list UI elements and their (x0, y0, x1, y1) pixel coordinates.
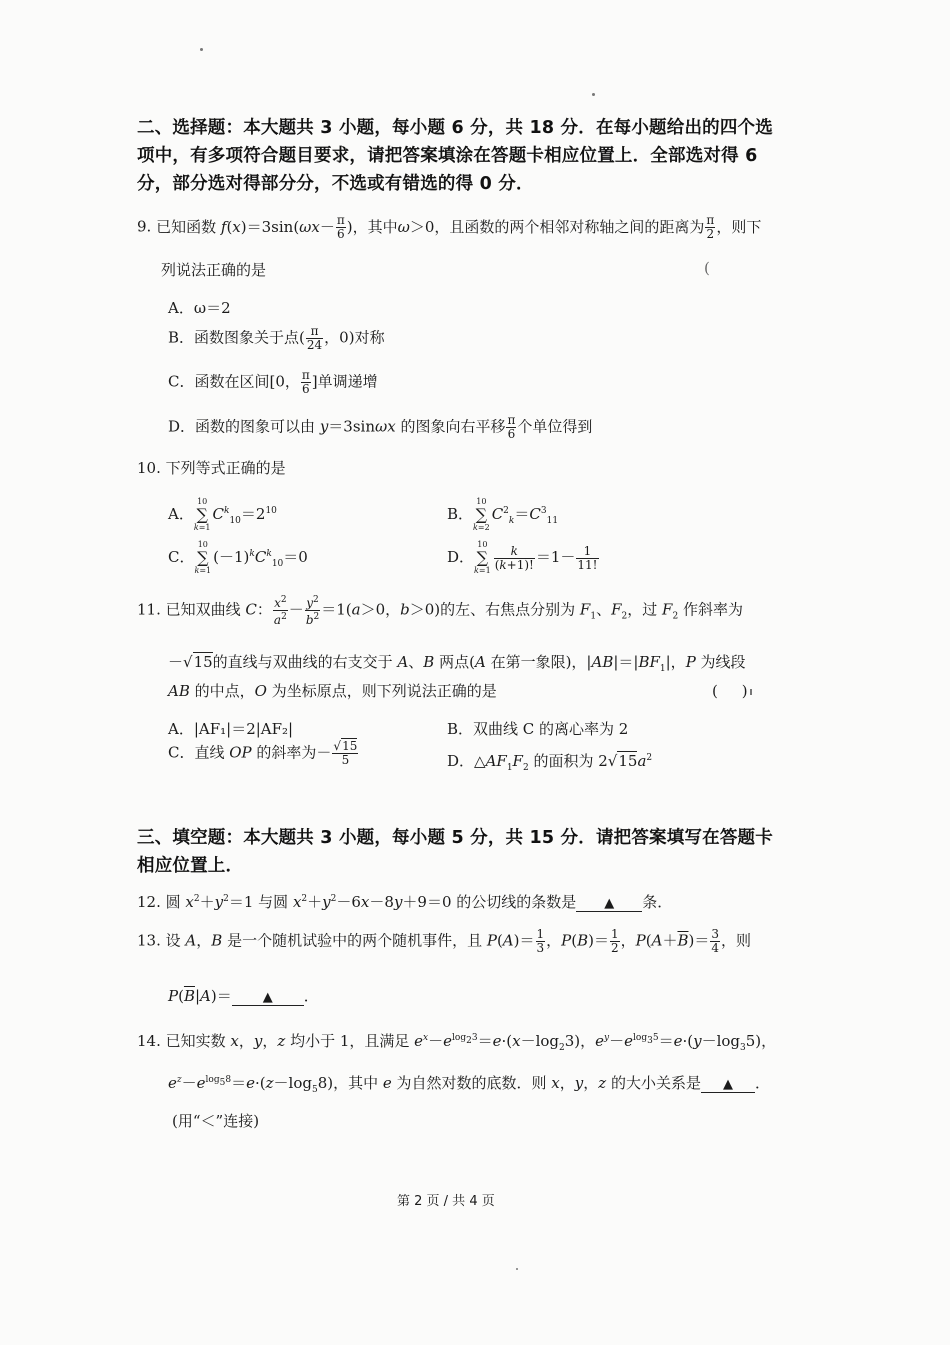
q11-option-a: A．|AF₁|＝2|AF₂| (168, 720, 294, 738)
question-13-cont: $P(\overline{B}|A)=$ ▲ ． (168, 987, 319, 1005)
question-14-cont: $e^z-e^{log_58}=e\cdot(z-\log_58)$，其中 e 为自然对数的底数．则 x，y，z 的大小关系是 ▲ ． (168, 1074, 770, 1095)
section3-line1: 三、填空题：本大题共 3 小题，每小题 5 分，共 15 分．请把答案填写在答题卡 (137, 828, 773, 848)
section2-line1: 二、选择题：本大题共 3 小题，每小题 6 分，共 18 分．在每小题给出的四个选 (137, 118, 773, 138)
q9-option-c: C．函数在区间[0， $\frac{\pi}{6}$ ]单调递增 (168, 368, 378, 396)
answer-marker-icon: ▲ (604, 896, 615, 911)
q10-option-d: D． 10 ∑ k=1 $\frac{k}{(k+1)!}$ ＝1－ $\frac{1}{11!}$ (447, 540, 598, 575)
answer-paren: ( (704, 259, 710, 277)
q9-option-a: A．ω＝2 (168, 299, 231, 317)
q11-option-d: D．$\triangle AF_1F_2$ 的面积为 $2√15a^2$ (447, 752, 653, 773)
section3-line2: 相应位置上． (137, 856, 244, 876)
question-9-stem-cont: 列说法正确的是 (161, 261, 267, 279)
section2-line3: 分，部分选对得部分分，不选或有错选的得 0 分． (137, 174, 534, 194)
q11-option-b: B．双曲线 C 的离心率为 2 (447, 720, 629, 738)
question-10-stem: 10. 下列等式正确的是 (137, 459, 286, 477)
scan-speck (200, 48, 203, 51)
question-9-stem: 9. 已知函数 f(x)＝3sin(ωx－ $\frac{\pi}{6}$ )，其中ω＞0，且函数的两个相邻对称轴之间的距离为 $\frac{\pi}{2}$ ，则下 (137, 213, 762, 241)
question-14: 14. 已知实数 x，y，z 均小于 1，且满足 $e^x-e^{log_23}=e\cdot(x-\log_23)$，$e^y-e^{log_35}=e\cdot(y-\log_35)$， (137, 1032, 777, 1053)
q10-option-a: A． 10 ∑ k=1 $C^k_{10}=2^{10}$ (168, 497, 277, 532)
answer-paren: ( ) (712, 682, 748, 700)
question-11-stem-cont: －√15的直线与双曲线的右支交于 A、B 两点(A 在第一象限)，$|AB|=|BF_1|$，P 为线段 (168, 653, 746, 674)
page-footer: 第 2 页 / 共 4 页 (397, 1194, 495, 1209)
q10-option-c: C． 10 ∑ k=1 $(-1)^kC^k_{10}=0$ (168, 540, 308, 575)
q9-option-b: B．函数图象关于点( $\frac{\pi}{24}$ ，0)对称 (168, 324, 385, 352)
question-12: 12. 圆 $x^2+y^2=1$ 与圆 $x^2+y^2-6x-8y+9=0$ 的公切线的条数是 ▲ 条． (137, 893, 673, 911)
question-11-stem-cont2: AB 的中点，O 为坐标原点，则下列说法正确的是 (168, 682, 497, 700)
section2-line2: 项中，有多项符合题目要求，请把答案填涂在答题卡相应位置上．全部选对得 6 (137, 146, 758, 166)
scan-speck (592, 93, 595, 96)
question-number: 9. (137, 217, 152, 236)
q11-option-c: C．直线 OP 的斜率为－ $\frac{√15}{5}$ (168, 739, 358, 767)
scan-speck (516, 1268, 518, 1270)
question-14-note: (用“＜”连接) (172, 1112, 260, 1130)
scan-speck (750, 689, 752, 695)
q9-option-d: D．函数的图象可以由 y＝3sinωx 的图象向右平移 $\frac{\pi}{6}$ 个单位得到 (168, 413, 593, 441)
question-13: 13. 设 A，B 是一个随机试验中的两个随机事件，且 P(A)＝ $\frac{1}{3}$ ，P(B)＝ $\frac{1}{2}$ ，$P(A+\overline{B})=$ $\frac{3}{4}$ ，则 (137, 927, 752, 955)
answer-marker-icon: ▲ (262, 990, 273, 1005)
q10-option-b: B． 10 ∑ k=2 $C^2_k=C^3_{11}$ (447, 497, 559, 532)
question-11-stem: 11. 已知双曲线 C： $\frac{x^2}{a^2}$ － $\frac{y^2}{b^2}$ ＝1(a＞0，b＞0)的左、右焦点分别为 $F_1$、$F_2$，过 $F_2$ 作斜率为 (137, 595, 743, 627)
answer-marker-icon: ▲ (722, 1077, 733, 1092)
